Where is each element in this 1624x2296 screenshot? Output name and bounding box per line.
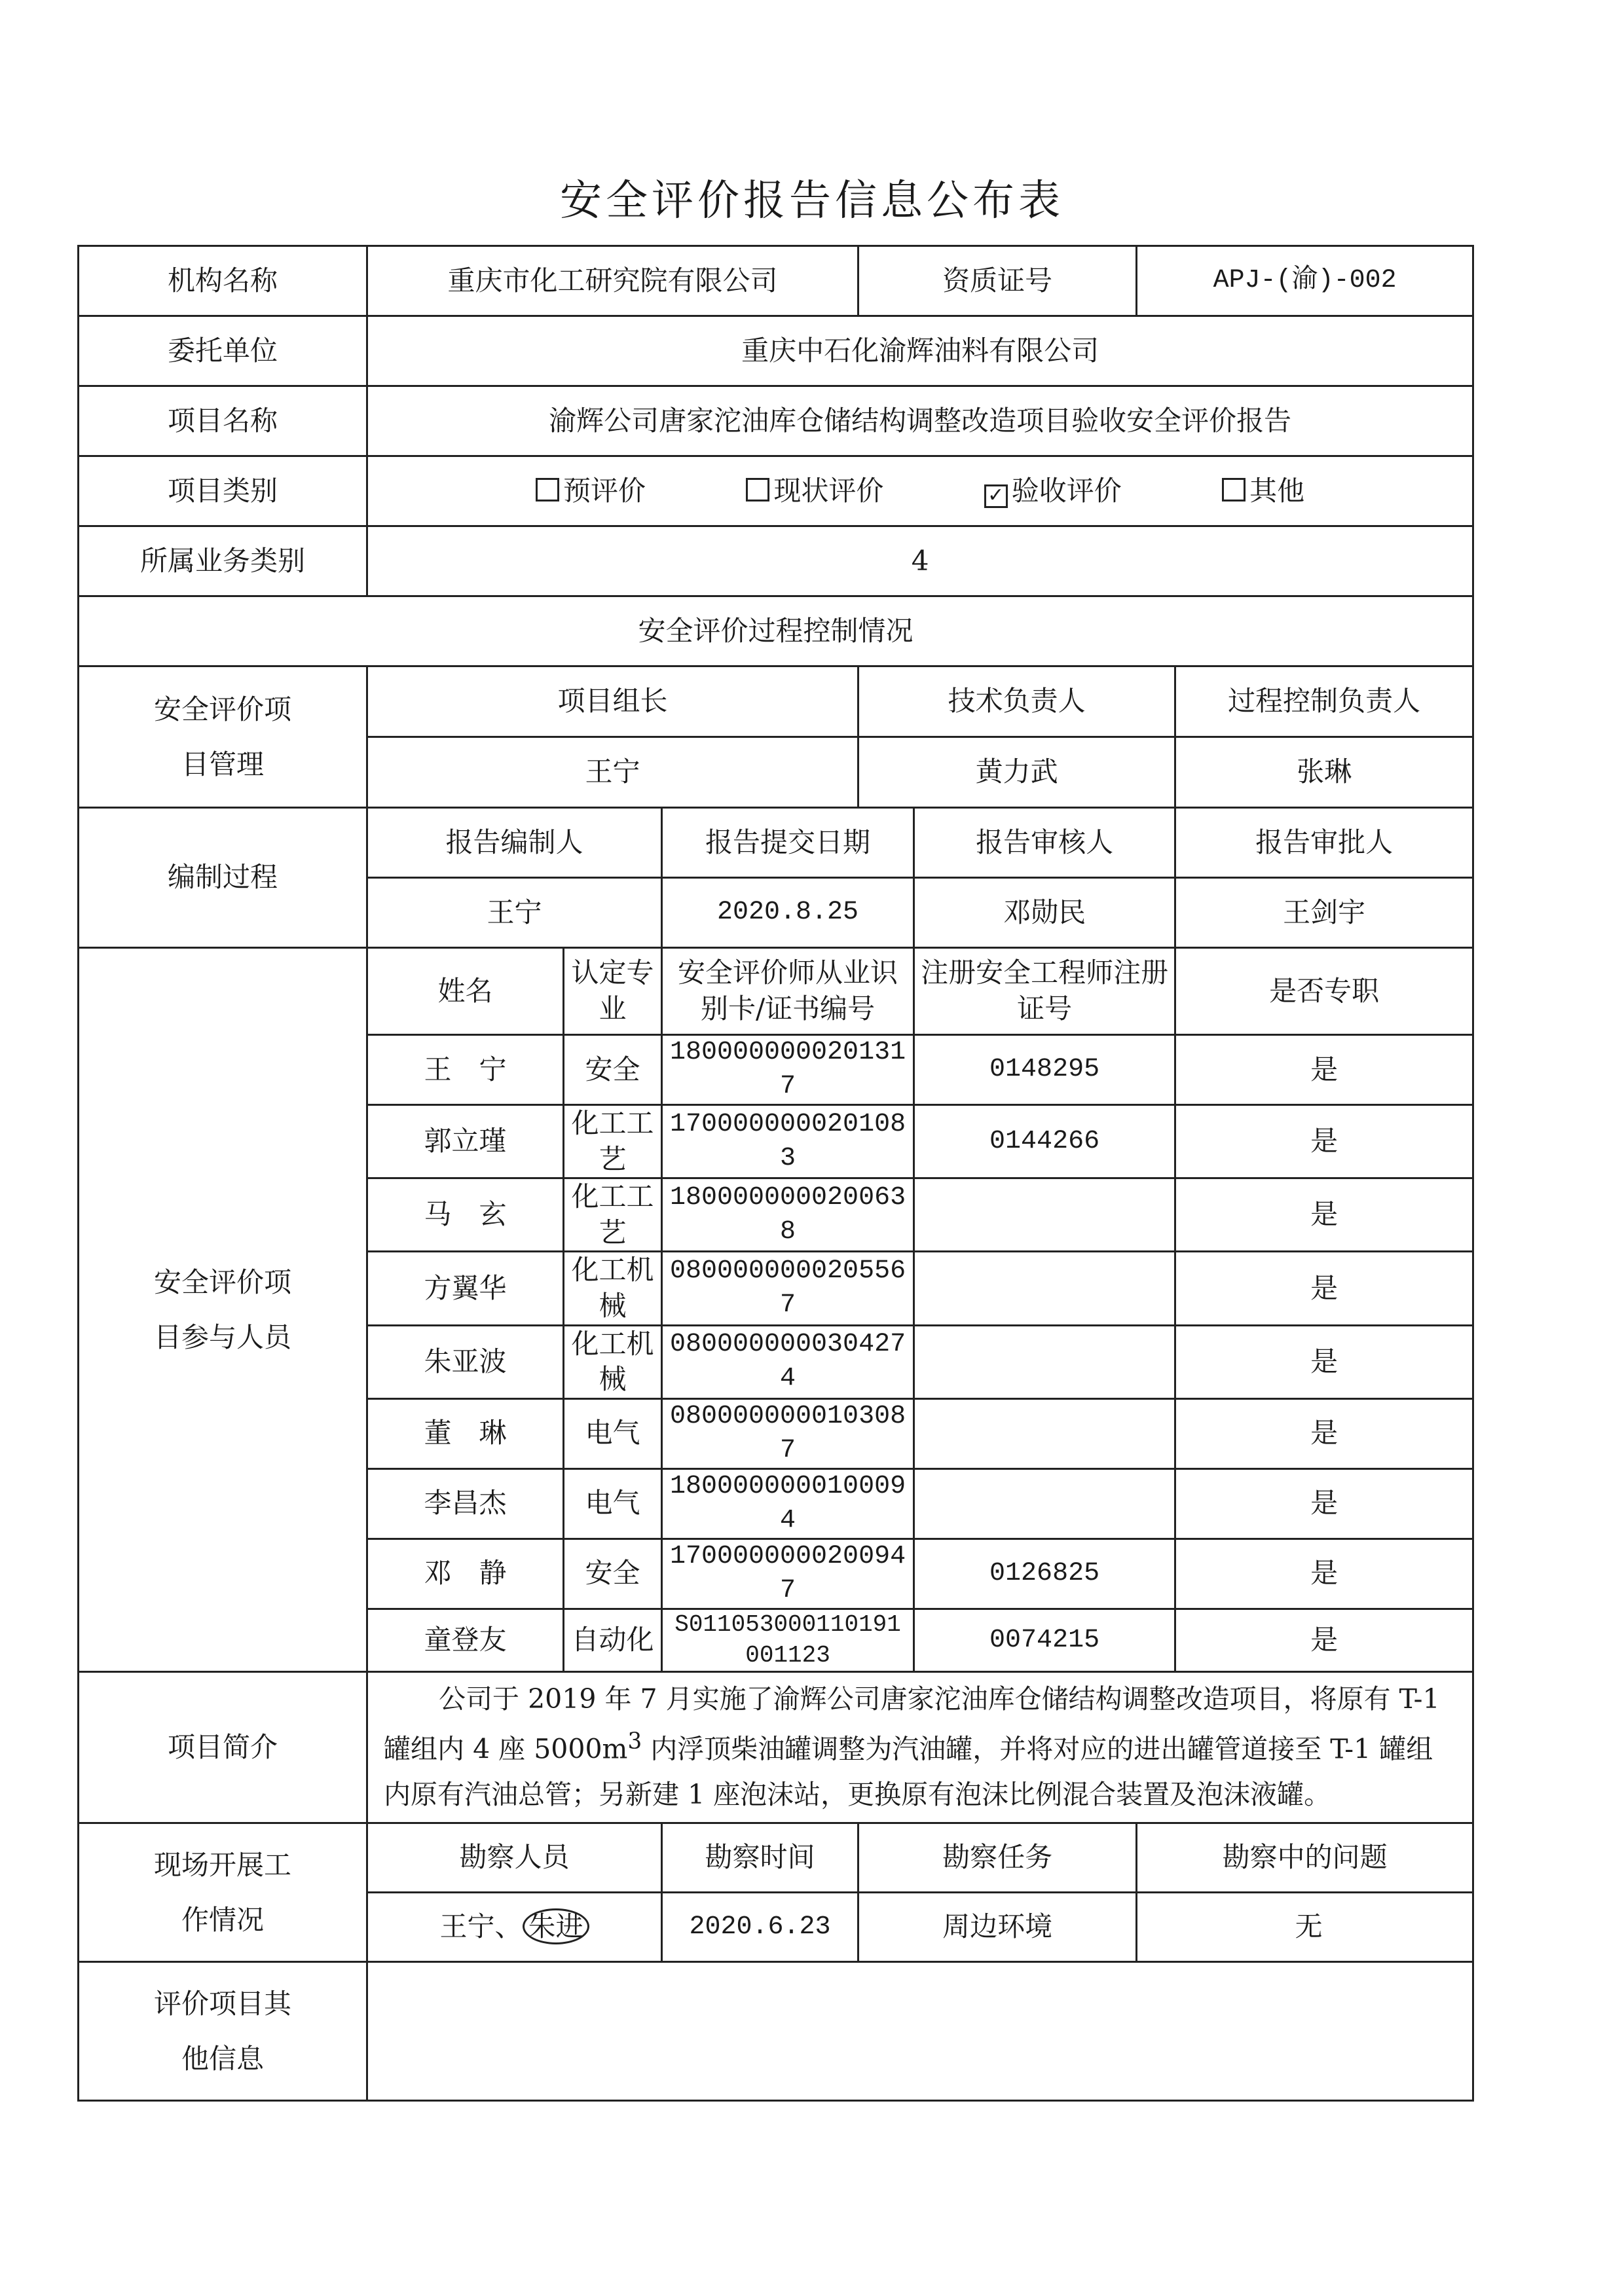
inspect-task-header: 勘察任务 <box>858 1823 1137 1893</box>
staff-card: 1700000000201083 <box>662 1105 914 1178</box>
staff-card: 1800000000100094 <box>662 1468 914 1539</box>
staff-fulltime: 是 <box>1175 1609 1473 1672</box>
page-title: 安全评价报告信息公布表 <box>560 177 1064 225</box>
inspect-task-value: 周边环境 <box>858 1893 1137 1962</box>
staff-card: 0800000000304274 <box>662 1325 914 1398</box>
project-value: 渝辉公司唐家沱油库仓储结构调整改造项目验收安全评价报告 <box>367 386 1473 456</box>
process-lead-value: 张琳 <box>1175 737 1473 808</box>
card-header: 安全评价师从业识别卡/证书编号 <box>662 948 914 1035</box>
business-label: 所属业务类别 <box>79 526 367 596</box>
site-header-row <box>79 1823 1473 1893</box>
category-row <box>79 456 1473 526</box>
staff-card: 1800000000200638 <box>662 1178 914 1252</box>
inspect-issue-header: 勘察中的问题 <box>1137 1823 1473 1893</box>
tech-lead-header: 技术负责人 <box>858 666 1175 737</box>
checkbox-acceptance-evaluation[interactable]: ✓ 验收评价 <box>984 473 1122 509</box>
staff-name: 董 琳 <box>367 1398 564 1468</box>
staff-label: 安全评价项 目参与人员 <box>79 948 367 1672</box>
staff-card: 1700000000200947 <box>662 1539 914 1609</box>
staff-name: 王 宁 <box>367 1035 564 1105</box>
staff-fulltime: 是 <box>1175 1468 1473 1539</box>
name-header: 姓名 <box>367 948 564 1035</box>
project-row <box>79 386 1473 456</box>
approver-header: 报告审批人 <box>1175 808 1473 878</box>
inspector-header: 勘察人员 <box>367 1823 662 1893</box>
staff-header-row <box>79 948 1473 1035</box>
unchecked-box-icon <box>746 478 769 501</box>
unchecked-box-icon <box>536 478 559 501</box>
staff-reg <box>914 1325 1175 1398</box>
checkbox-pre-evaluation[interactable]: 预评价 <box>536 473 646 509</box>
staff-name: 马 玄 <box>367 1178 564 1252</box>
staff-fulltime: 是 <box>1175 1252 1473 1325</box>
staff-card: 0800000000103087 <box>662 1398 914 1468</box>
staff-card: 0800000000205567 <box>662 1252 914 1325</box>
other-row <box>79 1962 1473 2101</box>
business-value: 4 <box>367 526 1473 596</box>
staff-fulltime: 是 <box>1175 1398 1473 1468</box>
category-label: 项目类别 <box>79 456 367 526</box>
staff-reg <box>914 1252 1175 1325</box>
staff-card: S011053000110191001123 <box>662 1609 914 1672</box>
staff-reg: 0144266 <box>914 1105 1175 1178</box>
staff-card: 1800000000201317 <box>662 1035 914 1105</box>
staff-name: 李昌杰 <box>367 1468 564 1539</box>
other-label: 评价项目其 他信息 <box>79 1962 367 2101</box>
staff-major: 化工机械 <box>564 1325 662 1398</box>
staff-major: 化工机械 <box>564 1252 662 1325</box>
checkbox-other[interactable]: 其他 <box>1222 473 1304 509</box>
staff-reg: 0148295 <box>914 1035 1175 1105</box>
other-value <box>367 1962 1473 2101</box>
staff-fulltime: 是 <box>1175 1539 1473 1609</box>
cert-value: APJ-(渝)-002 <box>1137 246 1473 316</box>
staff-fulltime: 是 <box>1175 1325 1473 1398</box>
staff-name: 童登友 <box>367 1609 564 1672</box>
staff-major: 安全 <box>564 1539 662 1609</box>
staff-name: 朱亚波 <box>367 1325 564 1398</box>
org-row <box>79 246 1473 316</box>
inspect-date-header: 勘察时间 <box>662 1823 858 1893</box>
staff-reg: 0126825 <box>914 1539 1175 1609</box>
staff-fulltime: 是 <box>1175 1178 1473 1252</box>
intro-label: 项目简介 <box>79 1672 367 1823</box>
process-header: 安全评价过程控制情况 <box>79 596 1473 666</box>
staff-major: 安全 <box>564 1035 662 1105</box>
process-header-row <box>79 596 1473 666</box>
project-label: 项目名称 <box>79 386 367 456</box>
intro-row <box>79 1672 1473 1823</box>
org-value: 重庆市化工研究院有限公司 <box>367 246 858 316</box>
staff-reg: 0074215 <box>914 1609 1175 1672</box>
reviewer-header: 报告审核人 <box>914 808 1175 878</box>
inspect-date-value: 2020.6.23 <box>662 1893 858 1962</box>
submit-date-header: 报告提交日期 <box>662 808 914 878</box>
compilation-header-row <box>79 808 1473 878</box>
compiler-header: 报告编制人 <box>367 808 662 878</box>
staff-major: 电气 <box>564 1468 662 1539</box>
staff-major: 电气 <box>564 1398 662 1468</box>
submit-date-value: 2020.8.25 <box>662 878 914 948</box>
unchecked-box-icon <box>1222 478 1246 501</box>
checkbox-status-evaluation[interactable]: 现状评价 <box>746 473 883 509</box>
staff-name: 方翼华 <box>367 1252 564 1325</box>
tech-lead-value: 黄力武 <box>858 737 1175 808</box>
management-label: 安全评价项 目管理 <box>79 666 367 808</box>
category-options <box>367 456 1473 526</box>
approver-value: 王剑宇 <box>1175 878 1473 948</box>
client-label: 委托单位 <box>79 316 367 386</box>
staff-name: 邓 静 <box>367 1539 564 1609</box>
staff-major: 自动化 <box>564 1609 662 1672</box>
staff-name: 郭立瑾 <box>367 1105 564 1178</box>
process-lead-header: 过程控制负责人 <box>1175 666 1473 737</box>
inspect-issue-value: 无 <box>1137 1893 1473 1962</box>
cert-label: 资质证号 <box>858 246 1137 316</box>
staff-reg <box>914 1468 1175 1539</box>
inspector-value: 王宁、 朱进 <box>367 1893 662 1962</box>
intro-text: 公司于 2019 年 7 月实施了渝辉公司唐家沱油库仓储结构调整改造项目，将原有 T-1 罐组内 4 座 $5000m^3$ 内浮顶柴油罐调整为汽油罐，并将对应的进出罐管道接至 T-1 罐组内原有汽油总管；另新建 1 座泡沫站，更换原有泡沫比例混合装置及泡沫液罐。 <box>367 1672 1473 1823</box>
leader-value: 王宁 <box>367 737 858 808</box>
info-table <box>77 245 1474 2102</box>
compiler-value: 王宁 <box>367 878 662 948</box>
major-header: 认定专业 <box>564 948 662 1035</box>
staff-reg <box>914 1178 1175 1252</box>
staff-major: 化工工艺 <box>564 1105 662 1178</box>
client-value: 重庆中石化渝辉油料有限公司 <box>367 316 1473 386</box>
management-header-row <box>79 666 1473 737</box>
reg-header: 注册安全工程师注册证号 <box>914 948 1175 1035</box>
staff-reg <box>914 1398 1175 1468</box>
staff-fulltime: 是 <box>1175 1035 1473 1105</box>
business-row <box>79 526 1473 596</box>
reviewer-value: 邓勋民 <box>914 878 1175 948</box>
client-row <box>79 316 1473 386</box>
org-label: 机构名称 <box>79 246 367 316</box>
staff-fulltime: 是 <box>1175 1105 1473 1178</box>
compilation-label: 编制过程 <box>79 808 367 948</box>
leader-header: 项目组长 <box>367 666 858 737</box>
staff-major: 化工工艺 <box>564 1178 662 1252</box>
checked-box-icon: ✓ <box>984 484 1008 508</box>
fulltime-header: 是否专职 <box>1175 948 1473 1035</box>
site-label: 现场开展工 作情况 <box>79 1823 367 1962</box>
